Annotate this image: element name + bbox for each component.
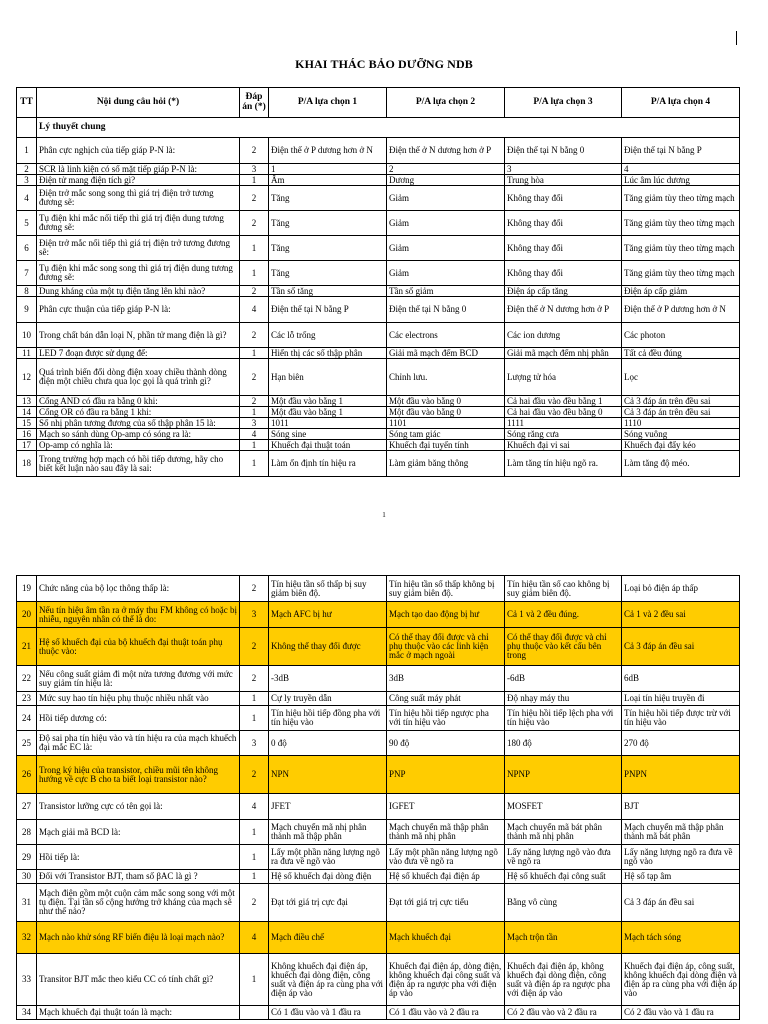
answer-key: 1 [240,451,269,477]
table-row [17,884,740,922]
document-title: KHAI THÁC BẢO DƯỠNG NDB [295,57,473,71]
option-4: Có 2 đầu vào và 1 đầu ra [622,1006,740,1020]
option-4: BJT [622,794,740,820]
option-4: Loại tín hiệu truyền đi [622,692,740,706]
option-4: Cả 3 đáp án đều sai [622,628,740,666]
option-3: Cả hai đầu vào đều bằng 0 [505,407,622,418]
option-1: Tín hiệu tần số thấp bị suy giảm biên độ. [269,576,387,602]
table-row [17,602,740,628]
option-2: Giảm [387,211,505,236]
question-number: 29 [17,845,37,870]
question-text: Trong ký hiệu của transistor, chiều mũi tên không hướng về cực B cho ta biết loại transistor nào? [37,756,240,794]
table-row [17,731,740,756]
answer-key: 4 [240,429,269,440]
answer-key: 2 [240,576,269,602]
option-4: 1110 [622,418,740,429]
question-number: 34 [17,1006,37,1020]
table-row [17,794,740,820]
option-4: Sóng vuông [622,429,740,440]
option-3: Lượng tử hóa [505,359,622,396]
option-3: 180 độ [505,731,622,756]
question-text: Điện trở mắc nối tiếp thì giá trị điện trở tương đương sẽ: [37,236,240,261]
question-text: Hồi tiếp là: [37,845,240,870]
section-empty-cell [17,118,37,138]
option-1: Hiển thị các số thập phân [269,348,387,359]
question-number: 6 [17,236,37,261]
option-2: Điện thế ở N dương hơn ở P [387,138,505,164]
option-2: Một đầu vào bằng 0 [387,407,505,418]
option-4: Lấy năng lượng ngõ ra đưa về ngõ vào [622,845,740,870]
table-row [17,820,740,845]
option-4: Điện thế ở P dương hơn ở N [622,297,740,323]
option-3: Điện thế ở N dương hơn ở P [505,297,622,323]
question-text: LED 7 đoạn được sử dụng để: [37,348,240,359]
question-text: Mạch giải mã BCD là: [37,820,240,845]
question-number: 7 [17,261,37,286]
answer-key: 4 [240,297,269,323]
option-4: Tăng giảm tùy theo từng mạch [622,186,740,211]
table-row [17,359,740,396]
option-1: Điện thế tại N bằng P [269,297,387,323]
option-1: Lấy một phần năng lượng ngõ ra đưa về ngõ vào [269,845,387,870]
option-1: Tần số tăng [269,286,387,297]
option-3: Điện thế tại N bằng 0 [505,138,622,164]
question-text: Hồi tiếp dương có: [37,706,240,731]
option-1: NPN [269,756,387,794]
question-number: 18 [17,451,37,477]
question-number: 28 [17,820,37,845]
option-1: 0 độ [269,731,387,756]
option-2: 2 [387,164,505,175]
option-2: Công suất máy phát [387,692,505,706]
table-row [17,845,740,870]
question-text: Mạch so sánh dùng Op-amp có sóng ra là: [37,429,240,440]
option-4: Cả 3 đáp án đều sai [622,884,740,922]
option-1: Làm ổn định tín hiệu ra [269,451,387,477]
option-1: Một đầu vào bằng 1 [269,396,387,407]
question-text: Transitor BJT mắc theo kiểu CC có tính chất gì? [37,954,240,1006]
option-1: Tăng [269,261,387,286]
answer-key: 2 [240,186,269,211]
question-number: 26 [17,756,37,794]
answer-key: 2 [240,286,269,297]
question-number: 27 [17,794,37,820]
option-1: Mạch AFC bị hư [269,602,387,628]
option-2: Có 1 đầu vào và 2 đầu ra [387,1006,505,1020]
answer-key: 4 [240,922,269,954]
option-3: Bằng vô cùng [505,884,622,922]
table-row [17,756,740,794]
question-text: Cổng OR có đầu ra bằng 1 khi: [37,407,240,418]
option-3: Mạch chuyển mã bát phân thành mã nhị phân [505,820,622,845]
option-4: Lọc [622,359,740,396]
option-4: Cả 3 đáp án trên đều sai [622,396,740,407]
question-text: Số nhị phân tương đương của số thập phân 15 là: [37,418,240,429]
question-text: Tụ điện khi mắc nối tiếp thì giá trị điện dung tương đương sẽ: [37,211,240,236]
option-2: Một đầu vào bằng 0 [387,396,505,407]
option-4: Tín hiệu hồi tiếp được trừ với tín hiệu vào [622,706,740,731]
option-4: Tăng giảm tùy theo từng mạch [622,211,740,236]
question-text: Chức năng của bộ lọc thông thấp là: [37,576,240,602]
answer-key: 2 [240,359,269,396]
question-number: 20 [17,602,37,628]
table-row [17,348,740,359]
option-3: Giải mã mạch đếm nhị phân [505,348,622,359]
table-row [17,870,740,884]
question-text: Tụ điện khi mắc song song thì giá trị điện dung tương đương sẽ: [37,261,240,286]
answer-key: 2 [240,396,269,407]
table-row [17,706,740,731]
answer-key: 1 [240,706,269,731]
question-number: 31 [17,884,37,922]
header-option-1: P/A lựa chọn 1 [269,88,387,118]
option-2: 1101 [387,418,505,429]
option-2: Sóng tam giác [387,429,505,440]
question-text: Hệ số khuếch đại của bộ khuếch đại thuật toán phụ thuộc vào: [37,628,240,666]
question-number: 11 [17,348,37,359]
header-option-3: P/A lựa chọn 3 [505,88,622,118]
section-row [17,118,740,138]
table-row [17,922,740,954]
question-text: Mạch khuếch đại thuật toán là mạch: [37,1006,240,1020]
answer-key: 1 [240,440,269,451]
option-4: Hệ số tạp âm [622,870,740,884]
option-1: Hạn biên [269,359,387,396]
option-3: Điện áp cấp tăng [505,286,622,297]
table-row [17,211,740,236]
answer-key: 2 [240,666,269,692]
option-1: Tăng [269,211,387,236]
option-1: Tăng [269,236,387,261]
option-1: Mạch chuyển mã nhị phân thành mã thập phân [269,820,387,845]
question-number: 25 [17,731,37,756]
question-text: Phân cực nghịch của tiếp giáp P-N là: [37,138,240,164]
answer-key: 1 [240,175,269,186]
table-row [17,429,740,440]
question-text: Quá trình biến đổi dòng điện xoay chiều thành dòng điện một chiều chưa qua lọc gọi là quá trình gì? [37,359,240,396]
option-2: Dương [387,175,505,186]
table-row [17,297,740,323]
option-3: 3 [505,164,622,175]
option-3: Không thay đổi [505,186,622,211]
table-row [17,396,740,407]
question-table-page-2 [16,575,740,1020]
option-2: Chỉnh lưu. [387,359,505,396]
option-2: Khuếch đại tuyến tính [387,440,505,451]
question-number: 17 [17,440,37,451]
option-2: Tín hiệu hồi tiếp ngược pha với tín hiệu vào [387,706,505,731]
answer-key: 3 [240,164,269,175]
option-2: PNP [387,756,505,794]
answer-key: 3 [240,418,269,429]
question-number: 2 [17,164,37,175]
option-3: NPNP [505,756,622,794]
option-3: Các ion dương [505,323,622,348]
option-3: Mạch trộn tần [505,922,622,954]
table-row [17,418,740,429]
question-text: SCR là linh kiện có số mặt tiếp giáp P-N là: [37,164,240,175]
option-4: Tăng giảm tùy theo từng mạch [622,261,740,286]
option-2: 3dB [387,666,505,692]
question-number: 22 [17,666,37,692]
option-3: Cả hai đầu vào đều bằng 1 [505,396,622,407]
table-row [17,138,740,164]
answer-key: 2 [240,756,269,794]
answer-key: 3 [240,602,269,628]
option-3: Làm tăng tín hiệu ngõ ra. [505,451,622,477]
question-text: Transistor lưỡng cực có tên gọi là: [37,794,240,820]
option-1: Cự ly truyền dẫn [269,692,387,706]
answer-key: 1 [240,870,269,884]
option-4: Cả 1 và 2 đều sai [622,602,740,628]
question-number: 12 [17,359,37,396]
section-title: Lý thuyết chung [37,118,740,138]
option-1: Có 1 đầu vào và 1 đầu ra [269,1006,387,1020]
answer-key: 2 [240,323,269,348]
answer-key: 4 [240,794,269,820]
answer-key: 1 [240,407,269,418]
question-number: 10 [17,323,37,348]
table-row [17,261,740,286]
table-row [17,440,740,451]
question-number: 24 [17,706,37,731]
option-1: Âm [269,175,387,186]
option-2: Giảm [387,261,505,286]
option-4: 6dB [622,666,740,692]
question-number: 19 [17,576,37,602]
question-number: 14 [17,407,37,418]
option-4: Các photon [622,323,740,348]
question-number: 32 [17,922,37,954]
option-1: Đạt tới giá trị cực đại [269,884,387,922]
option-3: Không thay đổi [505,261,622,286]
option-2: Mạch khuếch đại [387,922,505,954]
option-1: Mạch điều chế [269,922,387,954]
table-row [17,164,740,175]
option-4: Loại bỏ điện áp thấp [622,576,740,602]
option-3: Sóng răng cưa [505,429,622,440]
answer-key: 1 [240,692,269,706]
option-4: Làm tăng độ méo. [622,451,740,477]
option-1: Điện thế ở P dương hơn ở N [269,138,387,164]
question-number: 5 [17,211,37,236]
text-cursor [736,31,737,45]
question-text: Nếu tín hiệu âm tần ra ở máy thu FM không có hoặc bị nhiễu, nguyên nhân có thể là do: [37,602,240,628]
table-row [17,407,740,418]
option-4: 4 [622,164,740,175]
answer-key: 1 [240,236,269,261]
option-1: Một đầu vào bằng 1 [269,407,387,418]
option-4: Khuếch đại điện áp, công suất, không khuếch đại dòng điện và điện áp ra cùng pha với điện áp vào [622,954,740,1006]
option-4: Khuếch đại đẩy kéo [622,440,740,451]
answer-key: 2 [240,211,269,236]
option-1: Các lỗ trống [269,323,387,348]
table-row [17,186,740,211]
question-text: Op-amp có nghĩa là: [37,440,240,451]
option-2: Mạch chuyển mã thập phân thành mã nhị phân [387,820,505,845]
option-3: -6dB [505,666,622,692]
question-number: 15 [17,418,37,429]
table-row [17,954,740,1006]
question-text: Độ sai pha tín hiệu vào và tín hiệu ra của mạch khuếch đại mắc EC là: [37,731,240,756]
option-2: Giải mã mạch đếm BCD [387,348,505,359]
table-row [17,576,740,602]
option-1: 1011 [269,418,387,429]
option-2: IGFET [387,794,505,820]
question-text: Trong trường hợp mạch có hồi tiếp dương, hãy cho biết kết luận nào sau đây là sai: [37,451,240,477]
option-1: 1 [269,164,387,175]
option-3: MOSFET [505,794,622,820]
question-number: 23 [17,692,37,706]
answer-key: 1 [240,954,269,1006]
option-4: PNPN [622,756,740,794]
option-2: Khuếch đại điện áp, dòng điện, không khuếch đại công suất và điện áp ra ngược pha với điện áp vào [387,954,505,1006]
option-3: Có thể thay đổi được và chỉ phụ thuộc vào kết cấu bên trong [505,628,622,666]
question-number: 16 [17,429,37,440]
question-table-page-1 [16,87,740,477]
table-row [17,451,740,477]
table-row [17,1006,740,1020]
table-row [17,666,740,692]
option-2: 90 độ [387,731,505,756]
question-number: 21 [17,628,37,666]
header-tt: TT [17,88,37,118]
option-3: Trung hòa [505,175,622,186]
header-option-4: P/A lựa chọn 4 [622,88,740,118]
question-number: 9 [17,297,37,323]
header-answer: Đáp án (*) [240,88,269,118]
table-row [17,628,740,666]
question-text: Mạch nào khử sóng RF biến điệu là loại mạch nào? [37,922,240,954]
option-3: Hệ số khuếch đại công suất [505,870,622,884]
question-text: Trong chất bán dẫn loại N, phần tử mang điện là gì? [37,323,240,348]
question-text: Điện trở mắc song song thì giá trị điện trở tương đương sẽ: [37,186,240,211]
answer-key: 1 [240,820,269,845]
table-row [17,236,740,261]
table-row [17,286,740,297]
option-4: Mạch chuyển mã thập phân thành mã bát phân [622,820,740,845]
question-number: 8 [17,286,37,297]
question-text: Phân cực thuận của tiếp giáp P-N là: [37,297,240,323]
option-2: Mạch tạo dao động bị hư [387,602,505,628]
option-3: Cả 1 và 2 đều đúng. [505,602,622,628]
option-4: Lúc âm lúc dương [622,175,740,186]
option-1: Tăng [269,186,387,211]
answer-key: 2 [240,628,269,666]
option-3: Độ nhạy máy thu [505,692,622,706]
option-1: Khuếch đại thuật toán [269,440,387,451]
option-3: Khuếch đại vi sai [505,440,622,451]
option-4: Điện áp cấp giảm [622,286,740,297]
option-1: -3dB [269,666,387,692]
option-2: Điện thế tại N bằng 0 [387,297,505,323]
option-1: Tín hiệu hồi tiếp đồng pha với tín hiệu vào [269,706,387,731]
header-option-2: P/A lựa chọn 2 [387,88,505,118]
question-text: Điện tử mang điện tích gì? [37,175,240,186]
header-question: Nội dung câu hỏi (*) [37,88,240,118]
answer-key: 3 [240,731,269,756]
option-3: Lấy năng lượng ngõ vào đưa về ngõ ra [505,845,622,870]
answer-key: 2 [240,884,269,922]
option-3: Tín hiệu tần số cao không bị suy giảm biên độ. [505,576,622,602]
question-text: Nếu công suất giảm đi một nửa tương đương với mức suy giảm tín hiệu là: [37,666,240,692]
question-text: Đối với Transistor BJT, tham số βAC là gì ? [37,870,240,884]
question-text: Dung kháng của một tụ điện tăng lên khi nào? [37,286,240,297]
option-2: Hệ số khuếch đại điện áp [387,870,505,884]
option-1: JFET [269,794,387,820]
option-1: Hệ số khuếch đại dòng điện [269,870,387,884]
option-1: Không thể thay đổi được [269,628,387,666]
question-text: Cổng AND có đầu ra bằng 0 khi: [37,396,240,407]
answer-key [240,1006,269,1020]
option-1: Sóng sine [269,429,387,440]
option-3: Có 2 đầu vào và 2 đầu ra [505,1006,622,1020]
question-number: 30 [17,870,37,884]
question-number: 33 [17,954,37,1006]
option-1: Không khuếch đại điện áp, khuếch đại dòng điện, công suất và điện áp ra cùng pha với điện áp vào [269,954,387,1006]
answer-key: 2 [240,138,269,164]
option-2: Giảm [387,186,505,211]
option-2: Có thể thay đổi được và chỉ phụ thuộc vào các linh kiện mắc ở mạch ngoài [387,628,505,666]
option-3: Tín hiệu hồi tiếp lệch pha với tín hiệu vào [505,706,622,731]
option-2: Các electrons [387,323,505,348]
option-2: Lấy một phần năng lượng ngõ vào đưa về ngõ ra [387,845,505,870]
answer-key: 1 [240,845,269,870]
table-header-row [17,88,740,118]
table-row [17,323,740,348]
option-2: Làm giảm băng thông [387,451,505,477]
option-4: Mạch tách sóng [622,922,740,954]
option-4: 270 độ [622,731,740,756]
table-row [17,692,740,706]
question-number: 3 [17,175,37,186]
question-text: Mạch điện gồm một cuộn cảm mắc song song với một tụ điện. Tại tần số cộng hưởng trở kháng của mạch sẽ như thế nào? [37,884,240,922]
question-number: 1 [17,138,37,164]
table-row [17,175,740,186]
option-2: Tần số giảm [387,286,505,297]
page-number: 1 [382,511,386,519]
answer-key: 1 [240,261,269,286]
option-4: Tất cả đều đúng [622,348,740,359]
option-2: Đạt tới giá trị cực tiểu [387,884,505,922]
option-3: 1111 [505,418,622,429]
question-number: 4 [17,186,37,211]
option-4: Cả 3 đáp án trên đều sai [622,407,740,418]
option-2: Tín hiệu tần số thấp không bị suy giảm biên độ. [387,576,505,602]
option-3: Không thay đổi [505,236,622,261]
option-2: Giảm [387,236,505,261]
question-text: Mức suy hao tín hiệu phụ thuộc nhiều nhất vào [37,692,240,706]
option-3: Khuếch đại điện áp, không khuếch đại dòng điện, công suất và điện áp ra ngược pha với điện áp vào [505,954,622,1006]
option-4: Điện thế tại N bằng P [622,138,740,164]
option-4: Tăng giảm tùy theo từng mạch [622,236,740,261]
answer-key: 1 [240,348,269,359]
option-3: Không thay đổi [505,211,622,236]
question-number: 13 [17,396,37,407]
